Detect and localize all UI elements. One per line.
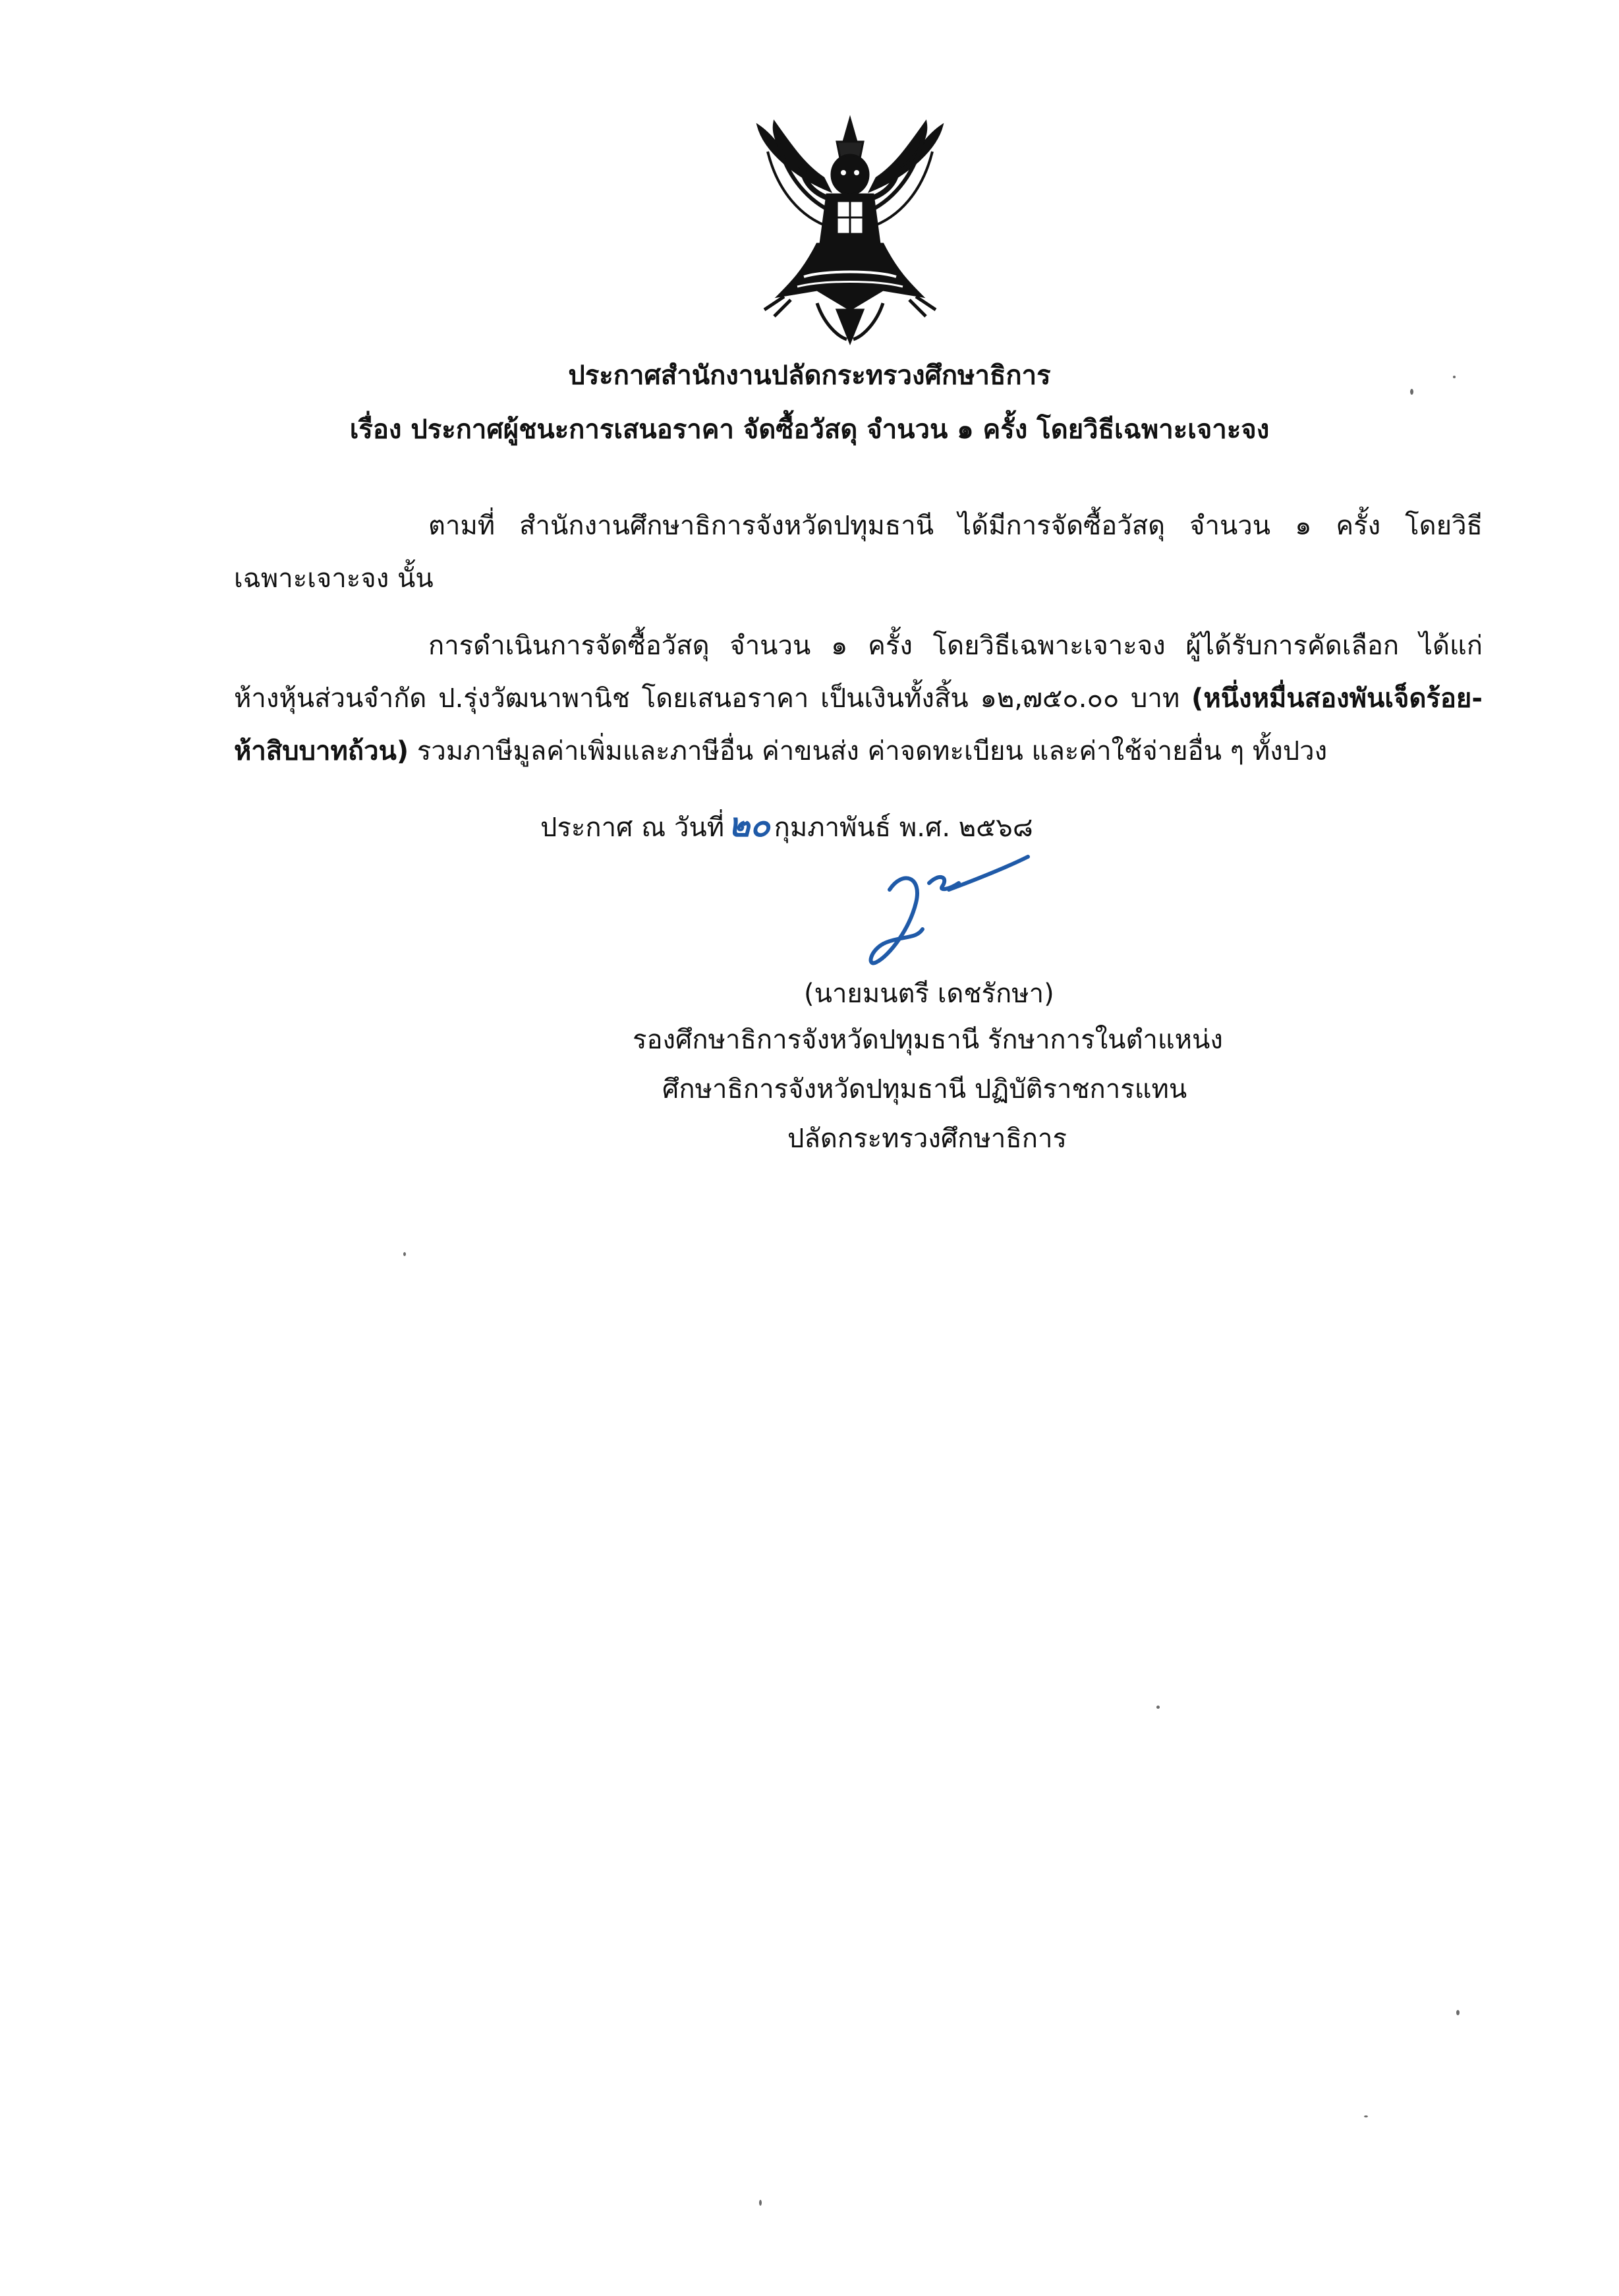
word: ได้มีการจัดซื้อวัสดุ: [958, 511, 1166, 541]
announcement-date: [540, 805, 1033, 847]
word: ๑: [831, 631, 848, 661]
word: สำนักงานศึกษาธิการจังหวัดปทุมธานี: [519, 511, 934, 541]
date-prefix: ประกาศ ณ วันที่: [540, 813, 725, 843]
scan-speck: [1456, 2010, 1460, 2015]
word: ๑๒,๗๕๐.๐๐: [980, 683, 1120, 714]
word: เป็นเงินทั้งสิ้น: [820, 683, 969, 714]
paragraph-1-line-1: [428, 506, 1483, 546]
announcement-subject: เรื่อง ประกาศผู้ชนะการเสนอราคา จัดซื้อวัสดุ จำนวน ๑ ครั้ง โดยวิธีเฉพาะเจาะจง: [349, 415, 1270, 445]
paragraph-2-line-3: [234, 732, 1327, 771]
scan-speck: [1364, 2115, 1368, 2117]
paragraph-2-line-2: [234, 679, 1483, 718]
handwritten-day: ๒๐: [728, 806, 770, 844]
word: บาท: [1131, 683, 1180, 714]
word: ตามที่: [428, 511, 496, 541]
scan-speck: [1156, 1706, 1160, 1709]
paragraph-2-line-1: [428, 626, 1483, 666]
paragraph-1-line-2: เฉพาะเจาะจง นั้น: [234, 563, 434, 594]
word: โดยเสนอราคา: [641, 683, 809, 714]
scan-speck: [1410, 389, 1413, 395]
word: ห้างหุ้นส่วนจำกัด: [234, 683, 427, 714]
word: จำนวน: [1189, 511, 1271, 541]
word: โดยวิธีเฉพาะเจาะจง: [932, 631, 1166, 661]
tax-inclusion-text: รวมภาษีมูลค่าเพิ่มและภาษีอื่น ค่าขนส่ง ค่าจดทะเบียน และค่าใช้จ่ายอื่น ๆ ทั้งปวง: [409, 736, 1328, 766]
signatory-position-line-2: ศึกษาธิการจังหวัดปทุมธานี ปฏิบัติราชการแทน: [662, 1074, 1187, 1105]
scan-speck: [403, 1252, 406, 1256]
scan-speck: [1453, 376, 1456, 378]
amount-in-words-part-2: ห้าสิบบาทถ้วน): [234, 736, 409, 766]
signatory-position-line-1: รองศึกษาธิการจังหวัดปทุมธานี รักษาการในตำแหน่ง: [633, 1025, 1223, 1055]
signatory-name: (นายมนตรี เดชรักษา): [804, 979, 1054, 1009]
word: โดยวิธี: [1405, 511, 1483, 541]
word: จำนวน: [729, 631, 811, 661]
word: ได้แก่: [1419, 631, 1483, 661]
announcement-issuer: ประกาศสำนักงานปลัดกระทรวงศึกษาธิการ: [568, 360, 1051, 391]
word: ป.รุ่งวัฒนาพานิช: [438, 683, 631, 714]
amount-in-words-part-1: (หนึ่งหมื่นสองพันเจ็ดร้อย-: [1191, 683, 1483, 714]
scan-speck: [759, 2200, 762, 2206]
word: ผู้ได้รับการคัดเลือก: [1185, 631, 1400, 661]
signatory-position-line-3: ปลัดกระทรวงศึกษาธิการ: [787, 1124, 1067, 1154]
word: ครั้ง: [868, 631, 913, 661]
word: ครั้ง: [1336, 511, 1381, 541]
garuda-emblem-icon: [738, 112, 962, 349]
handwritten-signature-icon: [850, 850, 1048, 982]
word: การดำเนินการจัดซื้อวัสดุ: [428, 631, 710, 661]
date-month-year: กุมภาพันธ์ พ.ศ. ๒๕๖๘: [774, 813, 1033, 843]
word: ๑: [1295, 511, 1312, 541]
